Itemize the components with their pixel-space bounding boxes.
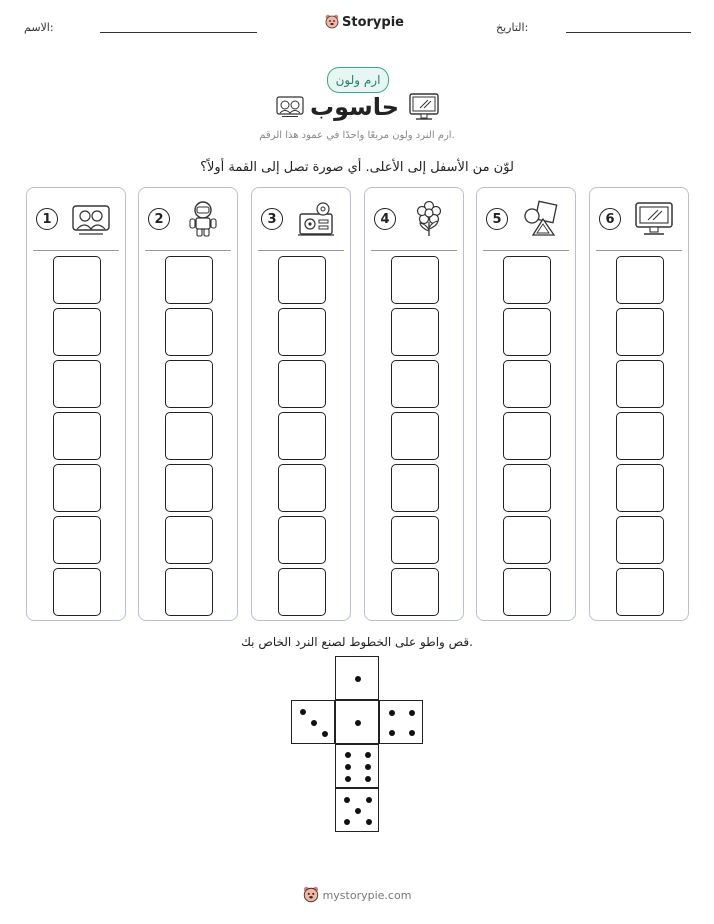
die-pip — [322, 731, 328, 737]
color-square[interactable] — [391, 308, 439, 356]
color-square[interactable] — [278, 412, 326, 460]
color-square[interactable] — [616, 568, 664, 616]
color-square[interactable] — [391, 568, 439, 616]
die-pip — [389, 730, 395, 736]
column-header — [590, 188, 688, 250]
color-square[interactable] — [278, 360, 326, 408]
color-square[interactable] — [53, 412, 101, 460]
column-number: 2 — [148, 208, 170, 230]
column-divider — [371, 250, 457, 251]
die-pip — [355, 808, 361, 814]
color-square[interactable] — [165, 464, 213, 512]
color-square[interactable] — [503, 568, 551, 616]
column-6 — [589, 187, 689, 621]
children-portrait-icon — [71, 200, 111, 238]
machine-icon — [296, 200, 336, 238]
color-square[interactable] — [391, 360, 439, 408]
column-header — [365, 188, 463, 250]
color-square[interactable] — [165, 568, 213, 616]
footer-url: mystorypie.com — [322, 888, 412, 902]
die-pip — [366, 819, 372, 825]
brand-name: Storypie — [342, 14, 404, 30]
die-pip — [345, 776, 351, 782]
die-pip — [365, 764, 371, 770]
color-square[interactable] — [391, 412, 439, 460]
die-pip — [409, 710, 415, 716]
column-1 — [26, 187, 126, 621]
color-square[interactable] — [53, 308, 101, 356]
color-square[interactable] — [278, 568, 326, 616]
die-face-4 — [379, 700, 423, 744]
column-3 — [251, 187, 351, 621]
color-square[interactable] — [503, 256, 551, 304]
die-face-1 — [335, 656, 379, 700]
color-square[interactable] — [616, 256, 664, 304]
die-instruction: قص واطو على الخطوط لصنع النرد الخاص بك. — [241, 635, 473, 649]
bear-icon — [303, 886, 319, 904]
activity-badge: ارم ولون — [327, 67, 389, 93]
robot-icon — [183, 200, 223, 238]
brand-logo — [325, 14, 404, 30]
column-header — [477, 188, 575, 250]
color-square[interactable] — [165, 360, 213, 408]
die-pip — [355, 720, 361, 726]
column-divider — [258, 250, 344, 251]
footer — [0, 886, 714, 904]
computer-monitor-icon — [408, 92, 440, 122]
column-divider — [596, 250, 682, 251]
column-number: 6 — [599, 208, 621, 230]
color-square[interactable] — [391, 516, 439, 564]
color-square[interactable] — [616, 464, 664, 512]
column-divider — [145, 250, 231, 251]
color-square[interactable] — [503, 516, 551, 564]
die-pip — [409, 730, 415, 736]
color-square[interactable] — [616, 516, 664, 564]
die-pip — [366, 797, 372, 803]
color-square[interactable] — [278, 464, 326, 512]
color-square[interactable] — [503, 360, 551, 408]
column-divider — [33, 250, 119, 251]
die-face-3 — [291, 700, 335, 744]
die-pip — [389, 710, 395, 716]
die-pip — [344, 797, 350, 803]
date-label: التاريخ: — [496, 21, 529, 34]
color-square[interactable] — [53, 516, 101, 564]
color-square[interactable] — [53, 256, 101, 304]
name-label: الاسم: — [24, 21, 54, 34]
color-square[interactable] — [616, 308, 664, 356]
column-number: 4 — [374, 208, 396, 230]
color-square[interactable] — [278, 256, 326, 304]
column-2 — [138, 187, 238, 621]
die-pip — [345, 764, 351, 770]
column-header — [139, 188, 237, 250]
color-square[interactable] — [616, 360, 664, 408]
column-number: 3 — [261, 208, 283, 230]
die-pip — [344, 819, 350, 825]
color-square[interactable] — [503, 464, 551, 512]
instruction: لوّن من الأسفل إلى الأعلى. أي صورة تصل إلى القمة أولاً؟ — [200, 160, 514, 175]
color-square[interactable] — [53, 568, 101, 616]
color-square[interactable] — [165, 256, 213, 304]
flower-icon — [409, 200, 449, 238]
subtitle: ارم النرد ولون مربعًا واحدًا في عمود هذا الرقم. — [259, 130, 455, 141]
die-face-6 — [335, 744, 379, 788]
die-pip — [355, 676, 361, 682]
date-line — [566, 32, 691, 33]
computer-monitor-icon — [634, 200, 674, 238]
die-face-1 — [335, 700, 379, 744]
color-square[interactable] — [391, 464, 439, 512]
die-pip — [311, 720, 317, 726]
bear-icon — [325, 14, 339, 30]
color-square[interactable] — [165, 516, 213, 564]
die-pip — [300, 709, 306, 715]
column-number: 5 — [486, 208, 508, 230]
column-number: 1 — [36, 208, 58, 230]
column-header — [27, 188, 125, 250]
color-square[interactable] — [278, 516, 326, 564]
die-pip — [365, 776, 371, 782]
name-line — [100, 32, 257, 33]
color-square[interactable] — [616, 412, 664, 460]
page-title: حاسوب — [310, 93, 400, 121]
shapes-icon — [521, 200, 561, 238]
die-face-5 — [335, 788, 379, 832]
color-square[interactable] — [53, 464, 101, 512]
die-pip — [365, 752, 371, 758]
color-square[interactable] — [503, 308, 551, 356]
column-divider — [483, 250, 569, 251]
color-square[interactable] — [391, 256, 439, 304]
color-square[interactable] — [278, 308, 326, 356]
color-square[interactable] — [503, 412, 551, 460]
children-portrait-icon — [276, 96, 304, 118]
color-square[interactable] — [165, 308, 213, 356]
column-header — [252, 188, 350, 250]
color-square[interactable] — [165, 412, 213, 460]
column-4 — [364, 187, 464, 621]
color-square[interactable] — [53, 360, 101, 408]
column-5 — [476, 187, 576, 621]
die-pip — [345, 752, 351, 758]
